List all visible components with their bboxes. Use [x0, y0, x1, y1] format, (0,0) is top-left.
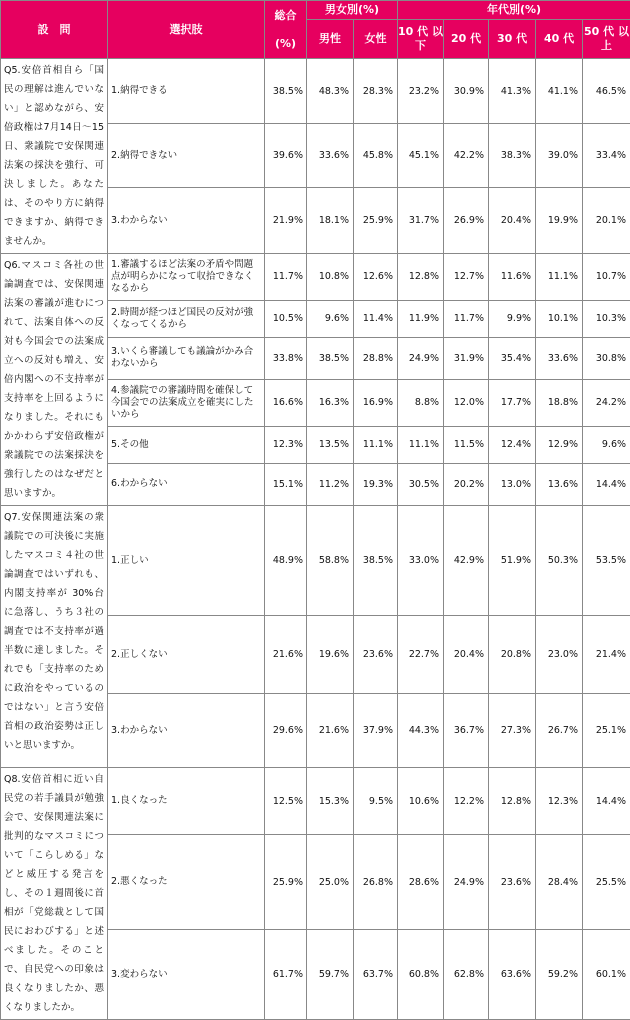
value-cell: 59.2% — [536, 930, 583, 1020]
option-label: 1.正しい — [108, 506, 265, 616]
option-label: 2.悪くなった — [108, 835, 265, 930]
value-cell: 48.9% — [265, 506, 307, 616]
header-age-group: 年代別(%) — [398, 1, 630, 20]
header-total-unit: (%) — [275, 37, 296, 50]
value-cell: 11.5% — [444, 426, 489, 463]
value-cell: 20.1% — [583, 188, 630, 254]
value-cell: 21.9% — [265, 188, 307, 254]
value-cell: 42.2% — [444, 124, 489, 188]
value-cell: 14.4% — [583, 463, 630, 505]
value-cell: 25.0% — [307, 835, 354, 930]
value-cell: 38.3% — [489, 124, 536, 188]
value-cell: 12.4% — [489, 426, 536, 463]
value-cell: 10.3% — [583, 300, 630, 337]
value-cell: 29.6% — [265, 694, 307, 768]
value-cell: 12.2% — [444, 768, 489, 835]
header-question: 設 問 — [1, 1, 108, 59]
table-row — [1, 59, 630, 124]
value-cell: 62.8% — [444, 930, 489, 1020]
value-cell: 21.6% — [307, 694, 354, 768]
option-label: 5.その他 — [108, 426, 265, 463]
value-cell: 33.4% — [583, 124, 630, 188]
value-cell: 17.7% — [489, 379, 536, 426]
question-text: Q5.安倍首相自ら「国民の理解は進んでいない」と認めながら、安倍政権は7月14日～15日、衆議院で安保関連法案の採決を強行、可決しました。あなたは、そのやり方に納得できますか、納得できませんか。 — [1, 59, 108, 254]
header-total — [265, 1, 307, 59]
value-cell: 12.6% — [354, 254, 398, 301]
value-cell: 25.5% — [583, 835, 630, 930]
value-cell: 24.9% — [398, 337, 444, 379]
value-cell: 45.1% — [398, 124, 444, 188]
value-cell: 41.3% — [489, 59, 536, 124]
value-cell: 60.8% — [398, 930, 444, 1020]
value-cell: 22.7% — [398, 616, 444, 694]
value-cell: 12.8% — [398, 254, 444, 301]
value-cell: 60.1% — [583, 930, 630, 1020]
value-cell: 37.9% — [354, 694, 398, 768]
value-cell: 10.6% — [398, 768, 444, 835]
header-age-40s: 40 代 — [536, 20, 583, 59]
value-cell: 11.1% — [354, 426, 398, 463]
option-label: 6.わからない — [108, 463, 265, 505]
value-cell: 38.5% — [307, 337, 354, 379]
value-cell: 9.6% — [307, 300, 354, 337]
value-cell: 63.6% — [489, 930, 536, 1020]
value-cell: 19.3% — [354, 463, 398, 505]
table-row — [1, 506, 630, 616]
value-cell: 24.2% — [583, 379, 630, 426]
value-cell: 59.7% — [307, 930, 354, 1020]
option-label: 3.わからない — [108, 694, 265, 768]
value-cell: 28.4% — [536, 835, 583, 930]
value-cell: 48.3% — [307, 59, 354, 124]
value-cell: 10.5% — [265, 300, 307, 337]
value-cell: 10.1% — [536, 300, 583, 337]
header-female: 女性 — [354, 20, 398, 59]
value-cell: 20.4% — [444, 616, 489, 694]
value-cell: 19.9% — [536, 188, 583, 254]
survey-body — [1, 59, 630, 1020]
option-label: 4.参議院での審議時間を確保して今国会での法案成立を確実にしたいから — [108, 379, 265, 426]
value-cell: 39.0% — [536, 124, 583, 188]
value-cell: 41.1% — [536, 59, 583, 124]
value-cell: 23.0% — [536, 616, 583, 694]
option-label: 3.わからない — [108, 188, 265, 254]
header-male: 男性 — [307, 20, 354, 59]
question-text: Q7.安保関連法案の衆議院での可決後に実施したマスコミ４社の世論調査ではいずれも、内閣支持率が 30%台に急落し、うち３社の調査では不支持率が過半数に達しました。それでも「支持率のために政治をやっているのではない」と言う安倍首相の政治姿勢は正しいと思いますか。 — [1, 506, 108, 768]
value-cell: 31.9% — [444, 337, 489, 379]
value-cell: 25.9% — [354, 188, 398, 254]
value-cell: 11.4% — [354, 300, 398, 337]
value-cell: 42.9% — [444, 506, 489, 616]
value-cell: 12.3% — [265, 426, 307, 463]
value-cell: 11.6% — [489, 254, 536, 301]
value-cell: 25.9% — [265, 835, 307, 930]
value-cell: 28.8% — [354, 337, 398, 379]
option-label: 1.良くなった — [108, 768, 265, 835]
header-age-50s: 50 代 以上 — [583, 20, 630, 59]
value-cell: 16.9% — [354, 379, 398, 426]
value-cell: 28.6% — [398, 835, 444, 930]
value-cell: 30.5% — [398, 463, 444, 505]
value-cell: 13.6% — [536, 463, 583, 505]
value-cell: 12.3% — [536, 768, 583, 835]
value-cell: 45.8% — [354, 124, 398, 188]
value-cell: 21.6% — [265, 616, 307, 694]
value-cell: 12.8% — [489, 768, 536, 835]
value-cell: 46.5% — [583, 59, 630, 124]
value-cell: 44.3% — [398, 694, 444, 768]
value-cell: 12.5% — [265, 768, 307, 835]
value-cell: 11.1% — [536, 254, 583, 301]
value-cell: 35.4% — [489, 337, 536, 379]
value-cell: 28.3% — [354, 59, 398, 124]
value-cell: 11.7% — [265, 254, 307, 301]
value-cell: 9.9% — [489, 300, 536, 337]
option-label: 2.正しくない — [108, 616, 265, 694]
option-label: 2.時間が経つほど国民の反対が強くなってくるから — [108, 300, 265, 337]
value-cell: 21.4% — [583, 616, 630, 694]
value-cell: 20.8% — [489, 616, 536, 694]
value-cell: 23.6% — [354, 616, 398, 694]
value-cell: 8.8% — [398, 379, 444, 426]
value-cell: 12.0% — [444, 379, 489, 426]
value-cell: 33.6% — [536, 337, 583, 379]
value-cell: 16.3% — [307, 379, 354, 426]
question-text: Q6.マスコミ各社の世論調査では、安保関連法案の審議が進むにつれて、法案自体への反対も今国会での法案成立への反対も増え、安倍内閣への不支持率が支持率を上回るようになりました。それにもかかわらず安倍政権が衆議院での法案採決を強行したのはなぜだと思いますか。 — [1, 254, 108, 506]
value-cell: 51.9% — [489, 506, 536, 616]
value-cell: 33.0% — [398, 506, 444, 616]
header-age-20s: 20 代 — [444, 20, 489, 59]
value-cell: 30.9% — [444, 59, 489, 124]
value-cell: 12.9% — [536, 426, 583, 463]
value-cell: 9.6% — [583, 426, 630, 463]
value-cell: 11.9% — [398, 300, 444, 337]
value-cell: 25.1% — [583, 694, 630, 768]
value-cell: 26.7% — [536, 694, 583, 768]
value-cell: 11.2% — [307, 463, 354, 505]
value-cell: 31.7% — [398, 188, 444, 254]
value-cell: 19.6% — [307, 616, 354, 694]
value-cell: 20.2% — [444, 463, 489, 505]
value-cell: 13.0% — [489, 463, 536, 505]
question-text: Q8.安倍首相に近い自民党の若手議員が勉強会で、安保関連法案に批判的なマスコミについて「こらしめる」などと威圧する発言をし、その１週間後に首相が「党総裁として国民におわびする」と述べました。そのことで、自民党への印象は良くなりましたか、悪くなりましたか。 — [1, 768, 108, 1020]
option-label: 1.納得できる — [108, 59, 265, 124]
value-cell: 12.7% — [444, 254, 489, 301]
option-label: 1.審議するほど法案の矛盾や問題点が明らかになって収拾できなくなるから — [108, 254, 265, 301]
option-label: 3.変わらない — [108, 930, 265, 1020]
value-cell: 30.8% — [583, 337, 630, 379]
option-label: 2.納得できない — [108, 124, 265, 188]
value-cell: 53.5% — [583, 506, 630, 616]
header-option: 選択肢 — [108, 1, 265, 59]
header-age-30s: 30 代 — [489, 20, 536, 59]
table-row — [1, 254, 630, 301]
value-cell: 14.4% — [583, 768, 630, 835]
value-cell: 63.7% — [354, 930, 398, 1020]
value-cell: 23.2% — [398, 59, 444, 124]
value-cell: 18.1% — [307, 188, 354, 254]
value-cell: 26.9% — [444, 188, 489, 254]
value-cell: 15.3% — [307, 768, 354, 835]
value-cell: 10.7% — [583, 254, 630, 301]
value-cell: 24.9% — [444, 835, 489, 930]
value-cell: 38.5% — [265, 59, 307, 124]
table-row — [1, 768, 630, 835]
value-cell: 61.7% — [265, 930, 307, 1020]
value-cell: 15.1% — [265, 463, 307, 505]
value-cell: 9.5% — [354, 768, 398, 835]
value-cell: 27.3% — [489, 694, 536, 768]
value-cell: 11.1% — [398, 426, 444, 463]
header-age-10s: 10 代 以下 — [398, 20, 444, 59]
value-cell: 20.4% — [489, 188, 536, 254]
value-cell: 16.6% — [265, 379, 307, 426]
option-label: 3.いくら審議しても議論がかみ合わないから — [108, 337, 265, 379]
value-cell: 26.8% — [354, 835, 398, 930]
value-cell: 58.8% — [307, 506, 354, 616]
value-cell: 10.8% — [307, 254, 354, 301]
value-cell: 33.8% — [265, 337, 307, 379]
value-cell: 36.7% — [444, 694, 489, 768]
value-cell: 11.7% — [444, 300, 489, 337]
header-gender-group: 男女別(%) — [307, 1, 398, 20]
value-cell: 23.6% — [489, 835, 536, 930]
header-total-label: 総合 — [275, 9, 297, 22]
value-cell: 39.6% — [265, 124, 307, 188]
value-cell: 18.8% — [536, 379, 583, 426]
value-cell: 13.5% — [307, 426, 354, 463]
value-cell: 33.6% — [307, 124, 354, 188]
value-cell: 50.3% — [536, 506, 583, 616]
value-cell: 38.5% — [354, 506, 398, 616]
